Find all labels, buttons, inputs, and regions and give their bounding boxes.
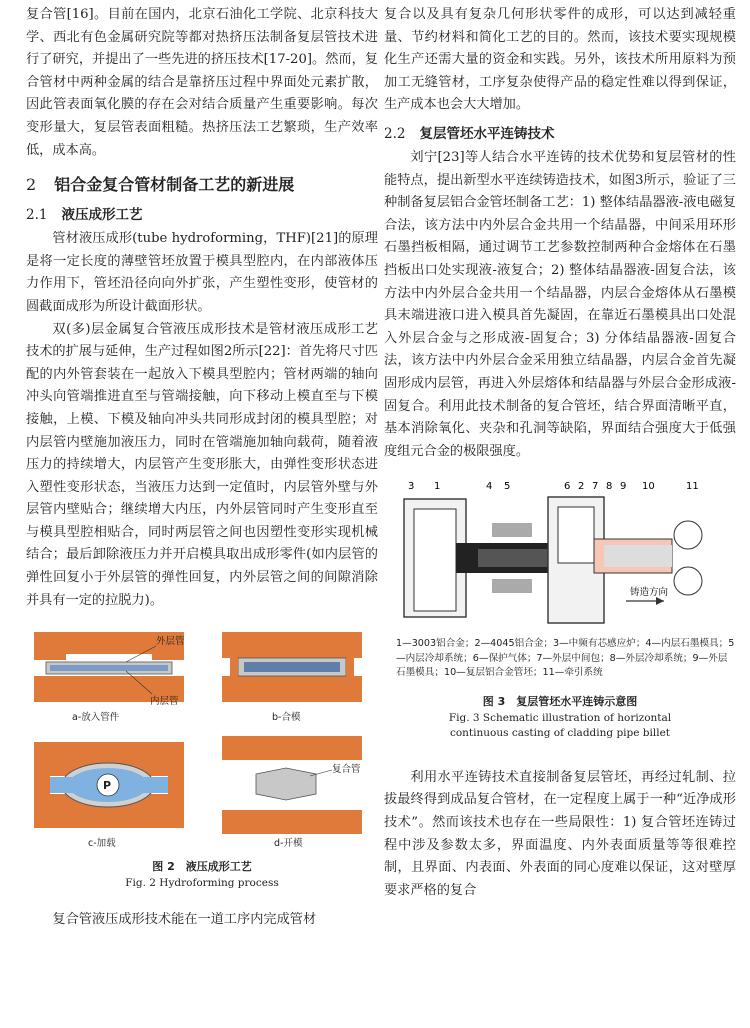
casting-apparatus [404, 497, 702, 623]
callout-numbers [408, 481, 699, 492]
label-outer-tube: 外层管 [156, 636, 185, 648]
figure-3-title: 图 3 复层管坯水平连铸示意图 [482, 694, 638, 708]
subsection-heading-2-1 [26, 204, 378, 226]
left-column [26, 0, 378, 932]
intro-paragraph-right: 复合以及具有复杂几何形状零件的成形，可以达到减轻重量、节约材料和简化工艺的目的。然而，该技术要实现规模化生产还需大量的资金和实践。另外，该技术所用原料为预加工无缝管材，工序复杂使得产品的稳定性难以得到保证，生产成本也会大大增加。 [384, 7, 736, 113]
figure-2-title-en: Fig. 2 Hydroforming process [125, 877, 279, 890]
callout-10: 10 [642, 481, 655, 493]
callout-11: 11 [686, 481, 699, 493]
section-number: 2 [26, 175, 37, 195]
label-composite-tube: 复合管 [332, 764, 361, 776]
subsection-number: 2.1 [26, 207, 48, 224]
right-column [384, 0, 736, 902]
paragraph-limitations: 利用水平连铸技术直接制备复层管坯，再经过轧制、拉拔最终得到成品复合管材，在一定程度上属于一种“近净成形技术”。然而该技术也存在一些局限性：1) 复合管坯连铸过程中涉及参数太多，界面温度、内外表面质量等等很难控制，且界面、内表面、外表面的同心度难以保证，这对壁厚要求严格的复合 [384, 769, 736, 898]
subsection-title: 液压成形工艺 [61, 207, 143, 224]
figure-3 [384, 477, 736, 681]
hydroforming-diagram [26, 624, 378, 854]
panel-b [222, 632, 362, 702]
label-inner-tube: 内层管 [150, 696, 179, 708]
callout-4: 4 [486, 481, 493, 493]
subsection-heading-2-2 [384, 123, 736, 145]
section-heading [26, 174, 378, 196]
paragraph-liu-ning: 刘宁[23]等人结合水平连铸的技术优势和复层管材的性能特点，提出新型水平连续铸造技术，如图3所示，验证了三种制备复层铝合金管坯制备工艺：1) 整体结晶器液-液电磁复合法，该方法中内外层合金共用一个结晶器，中间采用环形石墨挡板相隔，通过调节工艺参数控制两种合金熔体在石墨挡板出口处实现液-液复合；2) 整体结晶器液-固复合法，该方法中内外层合金共用一个结晶器，内层合金熔体从石墨模具末端进液口进入模具首先凝固，在靠近石墨模具出口处混入外层合金与之形成液-固复合；3) 分体结晶器液-固复合法，该方法中内外层合金采用独立结晶器，内层合金首先凝固形成内层管，再进入外层熔体和结晶器与外层合金形成液-固复合。利用此技术制备的复合管坯，结合界面清晰平直，基本消除氧化、夹杂和孔洞等缺陷，界面结合强度大于低强度组元合金的极限强度。 [384, 149, 736, 459]
subsection-number-right: 2.2 [384, 125, 406, 142]
paragraph-multilayer: 双(多)层金属复合管液压成形技术是管材液压成形工艺技术的扩展与延伸，生产过程如图2所示[22]：首先将尺寸匹配的内外管套装在一起放入下模具型腔内；管材两端的轴向冲头向管端推进直至与管端接触，向下移动上模直至与下模接触，上模、下模及轴向冲头共同形成封闭的模具型腔；对内层管内壁施加液压力，同时在管端施加轴向载荷，随着液压力的持续增大，内层管产生变形胀大，由弹性变形状态进入塑性变形状态，当液压力达到一定值时，内层管外壁与外层管内壁贴合；继续增大内压，内外层管同时产生变形直至与模具型腔相贴合，同时两层管之间也因塑性变形实现机械结合；最后卸除液压力并开启模具取出成形零件(如内层管的弹性回复小于外层管的弹性回复，内外层管之间的间隙消除并具有一定的拉脱力)。 [26, 321, 378, 608]
subsection-title-right: 复层管坯水平连铸技术 [419, 125, 555, 142]
callout-1: 1 [434, 481, 441, 493]
caption-a: a-放入管件 [72, 712, 120, 724]
figure-3-title-en: Fig. 3 Schematic illustration of horizontal continuous casting of cladding pipe billet [448, 711, 672, 739]
callout-3: 3 [408, 481, 415, 493]
paragraph-last-line: 复合管液压成形技术能在一道工序内完成管材 [52, 912, 317, 928]
callout-8: 8 [606, 481, 613, 493]
casting-direction-label: 铸造方向 [630, 587, 669, 599]
callout-5: 5 [504, 481, 511, 493]
callout-7: 7 [592, 481, 599, 493]
figure-2-title: 图 2 液压成形工艺 [152, 860, 252, 874]
caption-d: d-开模 [274, 838, 303, 850]
intro-paragraph: 复合管[16]。目前在国内，北京石油化工学院、北京科技大学、西北有色金属研究院等都对热挤压法制备复层管技术进行了研究，并提出了一些先进的挤压技术[17-20]。然而，复合管材中两种金属的结合是靠挤压过程中界面处元素扩散，因此管表面氧化膜的存在会对结合质量产生重要影响。每次变形量大，复层管表面粗糙。热挤压法工艺繁琐，生产效率低，成本高。 [26, 7, 378, 158]
pressure-label: P [103, 779, 112, 793]
figure-3-legend: 1—3003铝合金；2—4045铝合金；3—中频有芯感应炉；4—内层石墨模具；5—内层冷却系统；6—保护气体；7—外层中间包；8—外层冷却系统；9—外层石墨模具；10—复层铝合金管坯；11—牵引系统 [396, 638, 735, 679]
figure-2 [26, 624, 378, 891]
casting-diagram [396, 477, 726, 629]
panel-d [222, 736, 362, 834]
paragraph-thf: 管材液压成形(tube hydroforming，THF)[21]的原理是将一定长度的薄壁管坯放置于模具型腔内，在内部液体压力作用下，管坯沿径向向外扩张，产生塑性变形，使管材的圆截面成形为所设计截面形状。 [26, 231, 378, 314]
callout-6: 6 [564, 481, 571, 493]
section-title: 铝合金复合管材制备工艺的新进展 [54, 175, 295, 195]
caption-b: b-合模 [272, 712, 301, 724]
callout-9: 9 [620, 481, 627, 493]
callout-2: 2 [578, 481, 585, 493]
caption-c: c-加载 [88, 838, 116, 850]
